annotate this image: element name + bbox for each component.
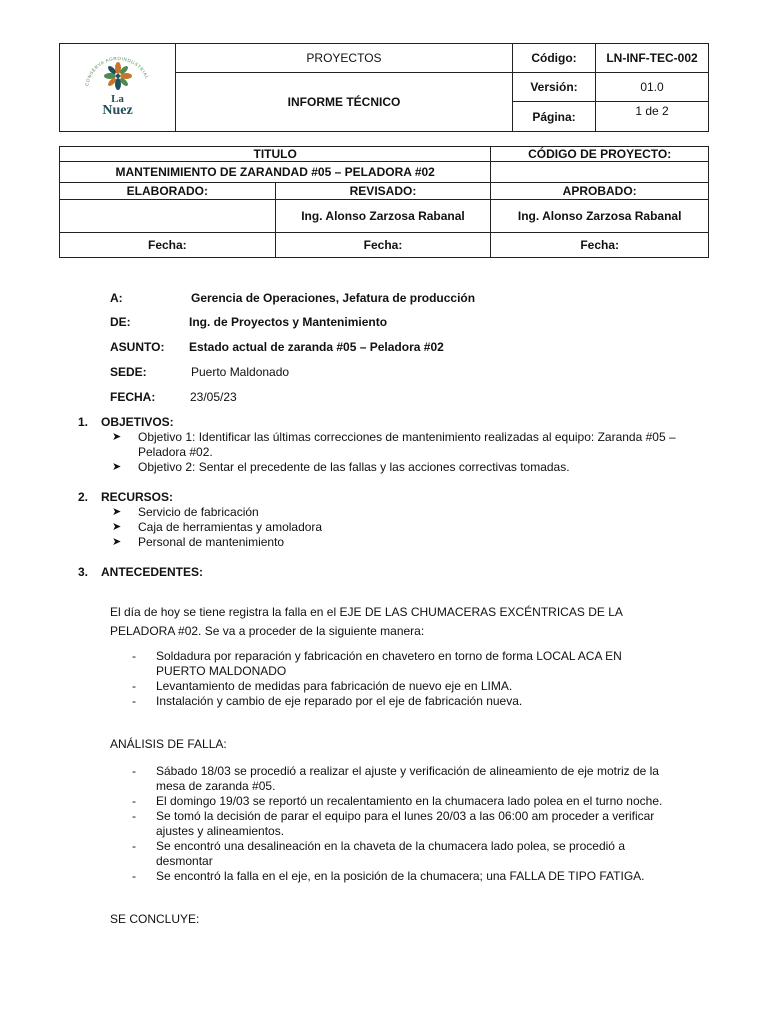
logo-cell bbox=[60, 44, 176, 132]
list-item: - Se encontró la falla en el eje, en la posición de la chumacera; una FALLA DE TIPO FATIGA. bbox=[128, 869, 668, 884]
document-type: INFORME TÉCNICO bbox=[176, 73, 513, 132]
memo-from-label: DE: bbox=[110, 315, 131, 329]
prepared-value bbox=[60, 200, 276, 233]
list-item: ➤ Caja de herramientas y amoladora bbox=[110, 520, 710, 535]
logo-ring-text: CONSERVA AGROINDUSTRIAL bbox=[83, 55, 150, 86]
objectives-list bbox=[110, 430, 710, 475]
list-item: ➤ Personal de mantenimiento bbox=[110, 535, 710, 550]
reviewed-value: Ing. Alonso Zarzosa Rabanal bbox=[275, 200, 491, 233]
logo-wordmark: La Nuez bbox=[102, 92, 133, 118]
memo-to-label: A: bbox=[110, 291, 123, 305]
version-label: Versión: bbox=[513, 73, 596, 102]
memo-site-value: Puerto Maldonado bbox=[191, 365, 290, 379]
memo-to-value: Gerencia de Operaciones, Jefatura de producción bbox=[191, 291, 476, 305]
approval-table bbox=[59, 146, 709, 258]
procedure-steps-list bbox=[128, 649, 668, 709]
list-item: - Sábado 18/03 se procedió a realizar el ajuste y verificación de alineamiento de eje motriz de la mesa de zaranda #05. bbox=[128, 764, 668, 794]
memo-from-value: Ing. de Proyectos y Mantenimiento bbox=[189, 315, 388, 329]
list-item: ➤ Servicio de fabricación bbox=[110, 505, 710, 520]
memo-subject-value: Estado actual de zaranda #05 – Peladora #02 bbox=[189, 340, 444, 354]
reviewed-date-label: Fecha: bbox=[275, 233, 491, 258]
prepared-date-label: Fecha: bbox=[60, 233, 276, 258]
code-value: LN-INF-TEC-002 bbox=[596, 44, 709, 73]
list-item: - El domingo 19/03 se reportó un recalentamiento en la chumacera lado polea en el turno noche. bbox=[128, 794, 668, 809]
page-label: Página: bbox=[513, 102, 596, 132]
document-header bbox=[59, 43, 709, 132]
page-value: 1 de 2 bbox=[596, 102, 709, 132]
memo-site-label: SEDE: bbox=[110, 365, 147, 379]
section-background-title: 3. ANTECEDENTES: bbox=[78, 565, 204, 579]
project-code-label: CÓDIGO DE PROYECTO: bbox=[491, 147, 709, 162]
company-logo bbox=[78, 50, 158, 126]
memo-date-value: 23/05/23 bbox=[190, 390, 237, 404]
section-objectives-title: 1. OBJETIVOS: bbox=[78, 415, 174, 429]
project-code-value bbox=[491, 162, 709, 183]
section-resources-title: 2. RECURSOS: bbox=[78, 490, 174, 504]
list-item: ➤ Objetivo 1: Identificar las últimas correcciones de mantenimiento realizadas al equipo: Zaranda #05 – Peladora #02. bbox=[110, 430, 710, 460]
memo-subject-label: ASUNTO: bbox=[110, 340, 165, 354]
department-cell: PROYECTOS bbox=[176, 44, 513, 73]
failure-analysis-title: ANÁLISIS DE FALLA: bbox=[110, 737, 227, 751]
conclusion-title: SE CONCLUYE: bbox=[110, 912, 200, 926]
list-item: - Soldadura por reparación y fabricación en chavetero en torno de forma LOCAL ACA EN PUERTO MALDONADO bbox=[128, 649, 668, 679]
list-item: - Se encontró una desalineación en la chaveta de la chumacera lado polea, se procedió a desmontar bbox=[128, 839, 668, 869]
version-value: 01.0 bbox=[596, 73, 709, 102]
approved-date-label: Fecha: bbox=[491, 233, 709, 258]
background-paragraph: El día de hoy se tiene registra la falla en el EJE DE LAS CHUMACERAS EXCÉNTRICAS DE LA PELADORA #02. Se va a proceder de la siguiente manera: bbox=[110, 605, 623, 638]
list-item: - Se tomó la decisión de parar el equipo para el lunes 20/03 a las 06:00 am proceder a verificar ajustes y alineamientos. bbox=[128, 809, 668, 839]
list-item: - Instalación y cambio de eje reparado por el eje de fabricación nueva. bbox=[128, 694, 668, 709]
code-label: Código: bbox=[513, 44, 596, 73]
resources-list bbox=[110, 505, 710, 550]
title-value: MANTENIMIENTO DE ZARANDAD #05 – PELADORA #02 bbox=[60, 162, 491, 183]
list-item: ➤ Objetivo 2: Sentar el precedente de las fallas y las acciones correctivas tomadas. bbox=[110, 460, 710, 475]
prepared-label: ELABORADO: bbox=[60, 183, 276, 200]
title-label: TITULO bbox=[60, 147, 491, 162]
failure-analysis-list bbox=[128, 764, 668, 884]
reviewed-label: REVISADO: bbox=[275, 183, 491, 200]
approved-value: Ing. Alonso Zarzosa Rabanal bbox=[491, 200, 709, 233]
approved-label: APROBADO: bbox=[491, 183, 709, 200]
memo-date-label: FECHA: bbox=[110, 390, 156, 404]
list-item: - Levantamiento de medidas para fabricación de nuevo eje en LIMA. bbox=[128, 679, 668, 694]
